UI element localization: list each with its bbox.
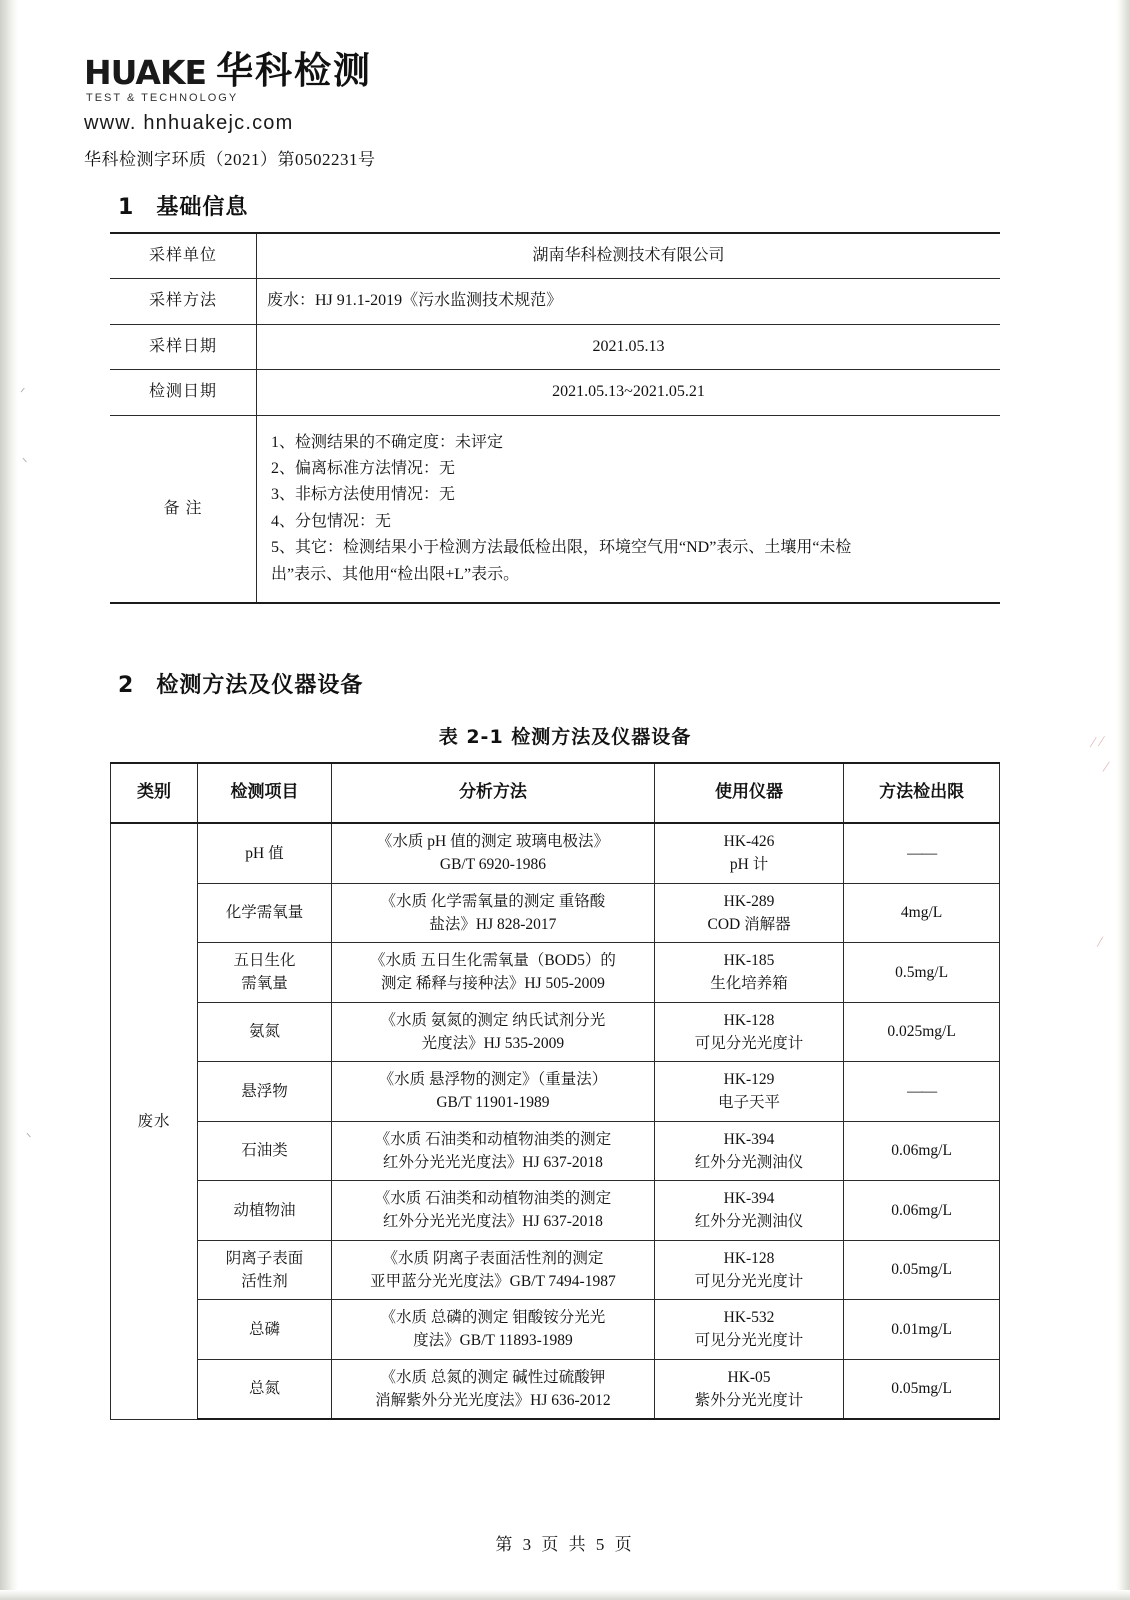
scan-artifact-mark: ᐠ (26, 1130, 32, 1145)
cell-category: 废水 (111, 823, 198, 1419)
cell-instrument: HK-05 紫外分光光度计 (654, 1359, 843, 1419)
cell-item: 动植物油 (197, 1181, 331, 1241)
cell-item: 总磷 (197, 1300, 331, 1360)
section-1-title: 基础信息 (156, 195, 249, 220)
cell-instrument: HK-394 红外分光测油仪 (654, 1181, 843, 1241)
cell-item: 阴离子表面 活性剂 (197, 1240, 331, 1300)
cell-method: 《水质 阴离子表面活性剂的测定 亚甲蓝分光光度法》GB/T 7494-1987 (331, 1240, 654, 1300)
cell-method: 《水质 五日生化需氧量（BOD5）的 测定 稀释与接种法》HJ 505-2009 (331, 943, 654, 1003)
cell-detection-limit: 0.05mg/L (844, 1240, 1000, 1300)
cell-item: 总氮 (197, 1359, 331, 1419)
method-instrument-table (110, 762, 1000, 1420)
cell-detection-limit: 0.06mg/L (844, 1121, 1000, 1181)
table-row-notes (110, 415, 1000, 603)
note-item: 1、检测结果的不确定度：未评定 (271, 433, 504, 451)
header-category: 类别 (111, 763, 198, 823)
cell-detection-limit: 0.01mg/L (844, 1300, 1000, 1360)
table-row (110, 370, 1000, 415)
cell-instrument: HK-426 pH 计 (654, 823, 843, 883)
cell-item: 氨氮 (197, 1002, 331, 1062)
cell-instrument: HK-128 可见分光光度计 (654, 1240, 843, 1300)
cell-method: 《水质 pH 值的测定 玻璃电极法》 GB/T 6920-1986 (331, 823, 654, 883)
cell-detection-limit: —— (844, 823, 1000, 883)
table-row (111, 823, 1000, 883)
scan-artifact-red: ⟋⟋ (1088, 733, 1107, 751)
note-item: 5、其它：检测结果小于检测方法最低检出限，环境空气用“ND”表示、土壤用“未检 (271, 539, 852, 557)
cell-method: 《水质 总磷的测定 钼酸铵分光光 度法》GB/T 11893-1989 (331, 1300, 654, 1360)
row-value: 废水：HJ 91.1-2019《污水监测技术规范》 (257, 279, 1001, 324)
scan-artifact-red: ⟋ (1094, 934, 1106, 950)
table-row (110, 324, 1000, 369)
cell-detection-limit: —— (844, 1062, 1000, 1122)
cell-instrument: HK-394 红外分光测油仪 (654, 1121, 843, 1181)
report-number: 华科检测字环质（2021）第0502231号 (84, 150, 376, 169)
table-row (111, 883, 1000, 943)
cell-detection-limit: 4mg/L (844, 883, 1000, 943)
note-item-continued: 出”表示、其他用“检出限+L”表示。 (271, 565, 520, 583)
cell-detection-limit: 0.025mg/L (844, 1002, 1000, 1062)
section-1-heading (118, 190, 248, 221)
scan-artifact-red: ⟋ (1100, 759, 1111, 775)
cell-method: 《水质 石油类和动植物油类的测定 红外分光光光度法》HJ 637-2018 (331, 1181, 654, 1241)
note-item: 3、非标方法使用情况：无 (271, 486, 456, 504)
company-logo (84, 49, 504, 135)
cell-item: pH 值 (197, 823, 331, 883)
header-item: 检测项目 (197, 763, 331, 823)
method-table-body (111, 823, 1000, 1419)
row-label: 检测日期 (110, 370, 257, 415)
row-label: 采样方法 (110, 279, 257, 324)
cell-instrument: HK-128 可见分光光度计 (654, 1002, 843, 1062)
section-1-number: 1 (118, 195, 135, 220)
row-label: 采样日期 (110, 324, 257, 369)
logo-latin-text: HUAKE (84, 53, 207, 92)
table-row (111, 1240, 1000, 1300)
table-row (111, 1002, 1000, 1062)
header-lod: 方法检出限 (844, 763, 1000, 823)
table-2-1-caption: 表 2-1 检测方法及仪器设备 (438, 726, 692, 748)
table-header-row (111, 763, 1000, 823)
notes-label: 备 注 (110, 415, 257, 603)
page-footer: 第 3 页 共 5 页 (495, 1535, 635, 1554)
logo-tagline: TEST & TECHNOLOGY (86, 92, 239, 104)
cell-method: 《水质 悬浮物的测定》（重量法） GB/T 11901-1989 (331, 1062, 654, 1122)
table-row (111, 1300, 1000, 1360)
cell-detection-limit: 0.5mg/L (844, 943, 1000, 1003)
section-2-title: 检测方法及仪器设备 (156, 673, 364, 698)
basic-info-table (110, 232, 1000, 604)
cell-instrument: HK-289 COD 消解器 (654, 883, 843, 943)
cell-method: 《水质 化学需氧量的测定 重铬酸 盐法》HJ 828-2017 (331, 883, 654, 943)
cell-detection-limit: 0.06mg/L (844, 1181, 1000, 1241)
cell-item: 化学需氧量 (197, 883, 331, 943)
header-method: 分析方法 (331, 763, 654, 823)
logo-chinese-text: 华科检测 (216, 49, 373, 92)
table-row (110, 233, 1000, 279)
cell-item: 悬浮物 (197, 1062, 331, 1122)
section-2-heading (118, 668, 363, 699)
row-value: 2021.05.13 (257, 324, 1001, 369)
cell-method: 《水质 氨氮的测定 纳氏试剂分光 光度法》HJ 535-2009 (331, 1002, 654, 1062)
header-instrument: 使用仪器 (654, 763, 843, 823)
cell-item: 五日生化 需氧量 (197, 943, 331, 1003)
row-value: 湖南华科检测技术有限公司 (257, 233, 1001, 279)
table-row (111, 943, 1000, 1003)
notes-cell (257, 415, 1001, 603)
note-item: 4、分包情况：无 (271, 512, 392, 530)
table-row (111, 1062, 1000, 1122)
row-value: 2021.05.13~2021.05.21 (257, 370, 1001, 415)
scan-artifact-mark: ᐟ (20, 385, 26, 400)
scan-artifact-mark: ᐠ (22, 455, 28, 470)
table-row (110, 279, 1000, 324)
cell-detection-limit: 0.05mg/L (844, 1359, 1000, 1419)
table-row (111, 1121, 1000, 1181)
row-label: 采样单位 (110, 233, 257, 279)
cell-item: 石油类 (197, 1121, 331, 1181)
cell-method: 《水质 石油类和动植物油类的测定 红外分光光光度法》HJ 637-2018 (331, 1121, 654, 1181)
cell-method: 《水质 总氮的测定 碱性过硫酸钾 消解紫外分光光度法》HJ 636-2012 (331, 1359, 654, 1419)
logo-website: www. hnhuakejc.com (84, 112, 294, 134)
cell-instrument: HK-129 电子天平 (654, 1062, 843, 1122)
logo-row (84, 49, 504, 92)
cell-instrument: HK-532 可见分光光度计 (654, 1300, 843, 1360)
cell-instrument: HK-185 生化培养箱 (654, 943, 843, 1003)
section-2-number: 2 (118, 673, 135, 698)
table-row (111, 1181, 1000, 1241)
note-item: 2、偏离标准方法情况：无 (271, 459, 456, 477)
table-row (111, 1359, 1000, 1419)
